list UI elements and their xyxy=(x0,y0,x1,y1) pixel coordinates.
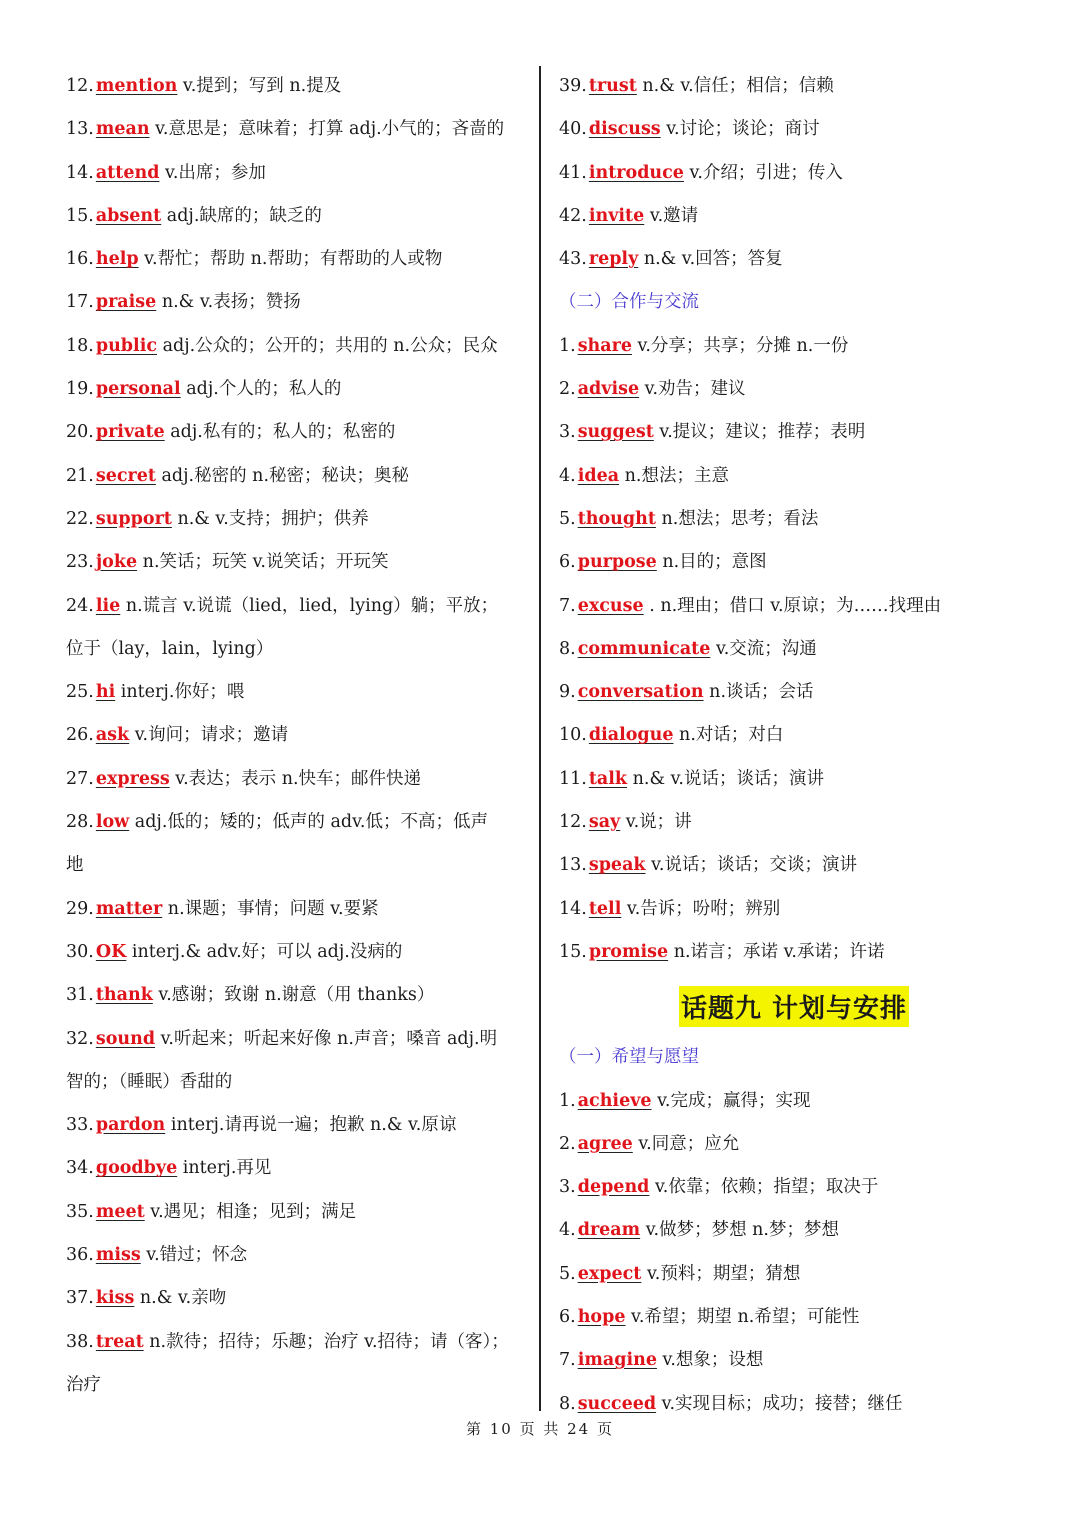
vocab-entry xyxy=(66,801,528,844)
vocab-entry xyxy=(559,671,1029,714)
entry-definition: v.邀请 xyxy=(644,205,699,226)
entry-word: conversation xyxy=(577,682,704,703)
vocab-entry xyxy=(559,195,1029,238)
entry-number: 19. xyxy=(66,379,94,400)
vocab-entry xyxy=(559,455,1029,498)
entry-definition: v.出席；参加 xyxy=(159,162,266,183)
entry-definition: n.款待；招待；乐趣；治疗 v.招待；请（客）； xyxy=(143,1331,509,1352)
entry-definition: v.听起来；听起来好像 n.声音；嗓音 adj.明 xyxy=(155,1028,498,1049)
entry-word: miss xyxy=(95,1245,141,1266)
entry-definition: interj.再见 xyxy=(177,1158,272,1179)
entry-word: express xyxy=(95,768,170,789)
entry-number: 27. xyxy=(66,768,94,789)
entry-definition: v.讨论；谈论；商讨 xyxy=(660,119,820,140)
entry-definition: v.劝告；建议 xyxy=(639,379,746,400)
vocab-entry xyxy=(66,585,528,628)
vocab-entry xyxy=(66,931,528,974)
entry-word: goodbye xyxy=(95,1158,178,1179)
entry-number: 25. xyxy=(66,682,94,703)
entry-word: dream xyxy=(577,1220,641,1241)
vocab-entry xyxy=(559,238,1029,281)
entry-definition: v.询问；请求；邀请 xyxy=(129,725,289,746)
entry-word: share xyxy=(577,335,632,356)
entry-definition: adj.低的；矮的；低声的 adv.低；不高；低声 xyxy=(129,812,488,833)
entry-word: discuss xyxy=(588,119,661,140)
entry-number: 42. xyxy=(559,205,587,226)
entry-word: praise xyxy=(95,292,157,313)
entry-definition: . n.理由；借口 v.原谅；为……找理由 xyxy=(643,595,942,616)
entry-word: matter xyxy=(95,898,163,919)
entry-number: 16. xyxy=(66,249,94,270)
entry-word: talk xyxy=(588,768,628,789)
entry-word: depend xyxy=(577,1177,650,1198)
entry-number: 36. xyxy=(66,1245,94,1266)
entry-number: 12. xyxy=(559,812,587,833)
entry-number: 33. xyxy=(66,1115,94,1136)
vocab-entry xyxy=(66,411,528,454)
entry-number: 2. xyxy=(559,379,576,400)
entry-definition-continued: 治疗 xyxy=(66,1374,101,1395)
entry-definition: v.交流；沟通 xyxy=(710,638,817,659)
vocab-entry xyxy=(66,1191,528,1234)
entry-definition: n.谎言 v.说谎（lied，lied，lying）躺；平放； xyxy=(120,595,499,616)
entry-definition: adj.秘密的 n.秘密；秘诀；奥秘 xyxy=(155,465,410,486)
entry-number: 34. xyxy=(66,1158,94,1179)
entry-number: 32. xyxy=(66,1028,94,1049)
entry-number: 22. xyxy=(66,508,94,529)
entry-word: thank xyxy=(95,985,153,1006)
vocab-entry xyxy=(66,498,528,541)
entry-number: 24. xyxy=(66,595,94,616)
vocab-entry xyxy=(559,325,1029,368)
section-heading-hope: （一）希望与愿望 xyxy=(559,1047,699,1068)
vocab-entry xyxy=(66,152,528,195)
entry-definition: n.& v.亲吻 xyxy=(134,1288,227,1309)
entry-definition: n.& v.说话；谈话；演讲 xyxy=(627,768,824,789)
entry-definition: v.提议；建议；推荐；表明 xyxy=(653,422,866,443)
entry-definition: v.告诉；吩咐；辨别 xyxy=(621,898,781,919)
vocab-entry xyxy=(66,238,528,281)
entry-word: advise xyxy=(577,379,640,400)
vocab-entry xyxy=(559,1166,1029,1209)
vocab-entry xyxy=(559,1253,1029,1296)
entry-definition: v.介绍；引进；传入 xyxy=(683,162,843,183)
vocab-entry xyxy=(559,65,1029,108)
entry-definition: v.同意；应允 xyxy=(632,1133,740,1154)
entry-number: 3. xyxy=(559,1177,576,1198)
entry-number: 4. xyxy=(559,1220,576,1241)
entry-definition: n.对话；对白 xyxy=(673,725,784,746)
entry-definition: n.& v.表扬；赞扬 xyxy=(156,292,301,313)
entry-word: achieve xyxy=(577,1090,652,1111)
entry-number: 43. xyxy=(559,249,587,270)
entry-number: 31. xyxy=(66,985,94,1006)
vocab-entry xyxy=(66,541,528,584)
page-footer: 第 10 页 共 24 页 xyxy=(465,1420,614,1438)
entry-word: secret xyxy=(95,465,156,486)
entry-word: pardon xyxy=(95,1115,166,1136)
entry-number: 39. xyxy=(559,76,587,96)
entry-word: personal xyxy=(95,379,181,400)
entry-number: 3. xyxy=(559,422,576,443)
entry-word: meet xyxy=(95,1201,145,1222)
entry-definition: v.表达；表示 n.快车；邮件快递 xyxy=(169,768,422,789)
column-divider xyxy=(539,66,541,1411)
entry-number: 6. xyxy=(559,552,576,573)
vocab-entry xyxy=(559,714,1029,757)
entry-definition: n.& v.支持；拥护；供养 xyxy=(171,508,369,529)
entry-number: 26. xyxy=(66,725,94,746)
entry-definition: v.遇见；相逢；见到；满足 xyxy=(144,1201,357,1222)
vocab-list-continued xyxy=(559,65,1029,281)
entry-definition: n.& v.信任；相信；信赖 xyxy=(636,76,834,96)
entry-number: 41. xyxy=(559,162,587,183)
entry-word: kiss xyxy=(95,1288,135,1309)
left-column xyxy=(66,65,528,1407)
entry-number: 8. xyxy=(559,638,576,659)
entry-definition: v.意思是；意味着；打算 adj.小气的；吝啬的 xyxy=(149,119,505,140)
entry-word: joke xyxy=(95,552,138,573)
entry-definition: v.错过；怀念 xyxy=(140,1245,248,1266)
vocab-entry xyxy=(559,152,1029,195)
right-column xyxy=(559,65,1029,1426)
entry-definition: adj.私有的；私人的；私密的 xyxy=(164,422,396,443)
entry-word: reply xyxy=(588,249,639,270)
vocab-entry xyxy=(66,195,528,238)
vocab-entry xyxy=(66,65,528,108)
entry-number: 6. xyxy=(559,1307,576,1328)
entry-word: public xyxy=(95,335,157,356)
entry-number: 9. xyxy=(559,682,576,703)
entry-word: succeed xyxy=(577,1393,657,1414)
topic-heading-wrap xyxy=(559,978,1029,1034)
entry-number: 14. xyxy=(559,898,587,919)
entry-word: mention xyxy=(95,76,178,96)
entry-definition: v.依靠；依赖；指望；取决于 xyxy=(649,1177,879,1198)
entry-number: 17. xyxy=(66,292,94,313)
entry-number: 5. xyxy=(559,508,576,529)
vocab-entry xyxy=(66,325,528,368)
vocab-entry xyxy=(66,1277,528,1320)
entry-word: thought xyxy=(577,508,656,529)
entry-word: treat xyxy=(95,1331,144,1352)
vocab-entry xyxy=(66,758,528,801)
entry-word: support xyxy=(95,508,172,529)
entry-number: 2. xyxy=(559,1133,576,1154)
entry-number: 40. xyxy=(559,119,587,140)
entry-number: 13. xyxy=(559,855,587,876)
entry-definition: v.感谢；致谢 n.谢意（用 thanks） xyxy=(152,985,435,1006)
entry-definition: interj.你好；喂 xyxy=(115,682,245,703)
entry-number: 38. xyxy=(66,1331,94,1352)
vocab-list-hope xyxy=(559,1080,1029,1426)
entry-definition: n.笑话；玩笑 v.说笑话；开玩笑 xyxy=(137,552,389,573)
entry-word: lie xyxy=(95,595,121,616)
entry-word: mean xyxy=(95,119,150,140)
entry-number: 8. xyxy=(559,1393,576,1414)
vocab-entry xyxy=(559,844,1029,887)
vocab-entry xyxy=(559,541,1029,584)
entry-word: excuse xyxy=(577,595,644,616)
entry-word: communicate xyxy=(577,638,711,659)
entry-word: sound xyxy=(95,1028,156,1049)
entry-word: agree xyxy=(577,1133,633,1154)
vocab-entry xyxy=(66,1018,528,1061)
vocab-entry xyxy=(66,1234,528,1277)
vocab-entry xyxy=(66,714,528,757)
vocab-entry xyxy=(559,368,1029,411)
vocab-entry xyxy=(66,455,528,498)
entry-number: 1. xyxy=(559,1090,576,1111)
entry-number: 15. xyxy=(559,941,587,962)
vocab-entry xyxy=(559,1339,1029,1382)
vocab-entry xyxy=(559,108,1029,151)
vocab-list-cooperation xyxy=(559,325,1029,974)
entry-definition: v.预料；期望；猜想 xyxy=(641,1263,801,1284)
entry-word: ask xyxy=(95,725,130,746)
entry-definition: n.想法；主意 xyxy=(619,465,729,486)
entry-definition: v.帮忙；帮助 n.帮助；有帮助的人或物 xyxy=(138,249,443,270)
entry-word: speak xyxy=(588,855,646,876)
entry-number: 14. xyxy=(66,162,94,183)
entry-number: 23. xyxy=(66,552,94,573)
entry-number: 7. xyxy=(559,595,576,616)
entry-definition: n.谈话；会话 xyxy=(703,682,814,703)
entry-number: 11. xyxy=(559,768,587,789)
entry-number: 18. xyxy=(66,335,94,356)
entry-number: 4. xyxy=(559,465,576,486)
entry-word: tell xyxy=(588,898,622,919)
entry-word: trust xyxy=(588,76,637,96)
entry-definition: v.说；讲 xyxy=(620,812,692,833)
vocab-entry xyxy=(66,1321,528,1364)
entry-definition: adj.个人的；私人的 xyxy=(180,379,342,400)
entry-word: introduce xyxy=(588,162,684,183)
entry-number: 28. xyxy=(66,812,94,833)
entry-number: 29. xyxy=(66,898,94,919)
entry-definition: interj.请再说一遍；抱歉 n.& v.原谅 xyxy=(165,1115,457,1136)
entry-word: absent xyxy=(95,205,162,226)
entry-word: expect xyxy=(577,1263,642,1284)
entry-definition: n.& v.回答；答复 xyxy=(638,249,783,270)
entry-number: 20. xyxy=(66,422,94,443)
entry-definition: v.完成；赢得；实现 xyxy=(651,1090,811,1111)
entry-word: promise xyxy=(588,941,669,962)
entry-word: dialogue xyxy=(588,725,674,746)
entry-definition-continued: 智的；（睡眠）香甜的 xyxy=(66,1071,233,1092)
entry-word: hi xyxy=(95,682,116,703)
entry-definition: v.做梦；梦想 n.梦；梦想 xyxy=(640,1220,839,1241)
entry-number: 10. xyxy=(559,725,587,746)
vocab-entry xyxy=(66,281,528,324)
entry-definition: adj.公众的；公开的；共用的 n.公众；民众 xyxy=(157,335,498,356)
entry-definition: v.希望；期望 n.希望；可能性 xyxy=(625,1307,860,1328)
vocab-entry xyxy=(66,368,528,411)
entry-number: 37. xyxy=(66,1288,94,1309)
entry-word: suggest xyxy=(577,422,654,443)
vocab-entry xyxy=(559,888,1029,931)
section-heading-cooperation: （二）合作与交流 xyxy=(559,292,699,313)
entry-number: 1. xyxy=(559,335,576,356)
vocab-entry xyxy=(66,888,528,931)
entry-number: 21. xyxy=(66,465,94,486)
entry-word: imagine xyxy=(577,1350,657,1371)
vocab-entry xyxy=(66,108,528,151)
vocab-entry xyxy=(559,628,1029,671)
entry-number: 5. xyxy=(559,1263,576,1284)
entry-definition: v.分享；共享；分摊 n.一份 xyxy=(631,335,849,356)
vocab-entry xyxy=(559,801,1029,844)
entry-word: private xyxy=(95,422,165,443)
entry-word: invite xyxy=(588,205,645,226)
entry-word: idea xyxy=(577,465,620,486)
entry-definition: v.实现目标；成功；接替；继任 xyxy=(656,1393,903,1414)
entry-word: attend xyxy=(95,162,160,183)
entry-number: 13. xyxy=(66,119,94,140)
vocab-entry xyxy=(66,671,528,714)
entry-definition: n.课题；事情；问题 v.要紧 xyxy=(162,898,379,919)
vocab-entry xyxy=(559,1123,1029,1166)
vocab-entry xyxy=(559,585,1029,628)
entry-definition: n.想法；思考；看法 xyxy=(655,508,819,529)
vocab-entry xyxy=(559,1296,1029,1339)
entry-word: OK xyxy=(95,941,127,962)
vocab-entry xyxy=(559,931,1029,974)
entry-number: 30. xyxy=(66,941,94,962)
entry-number: 15. xyxy=(66,205,94,226)
entry-word: help xyxy=(95,249,139,270)
entry-definition-continued: 地 xyxy=(66,855,84,876)
entry-definition: v.说话；谈话；交谈；演讲 xyxy=(645,855,857,876)
entry-definition: n.诺言；承诺 v.承诺；许诺 xyxy=(668,941,885,962)
vocab-entry xyxy=(559,758,1029,801)
topic-title: 话题九 计划与安排 xyxy=(679,986,909,1027)
entry-number: 7. xyxy=(559,1350,576,1371)
entry-word: low xyxy=(95,812,130,833)
entry-definition: v.想象；设想 xyxy=(656,1350,764,1371)
entry-definition-continued: 位于（lay，lain，lying） xyxy=(66,638,274,659)
vocab-entry xyxy=(559,498,1029,541)
vocab-entry xyxy=(559,411,1029,454)
vocab-entry xyxy=(559,1209,1029,1252)
vocab-entry xyxy=(66,1104,528,1147)
entry-definition: adj.缺席的；缺乏的 xyxy=(161,205,322,226)
entry-number: 12. xyxy=(66,76,94,96)
vocab-entry xyxy=(66,1147,528,1190)
entry-definition: n.目的；意图 xyxy=(656,552,767,573)
entry-number: 35. xyxy=(66,1201,94,1222)
entry-word: purpose xyxy=(577,552,657,573)
entry-definition: v.提到；写到 n.提及 xyxy=(177,76,342,96)
entry-definition: interj.& adv.好；可以 adj.没病的 xyxy=(126,941,403,962)
vocab-entry xyxy=(559,1080,1029,1123)
vocab-entry xyxy=(66,974,528,1017)
entry-word: hope xyxy=(577,1307,626,1328)
entry-word: say xyxy=(588,812,621,833)
